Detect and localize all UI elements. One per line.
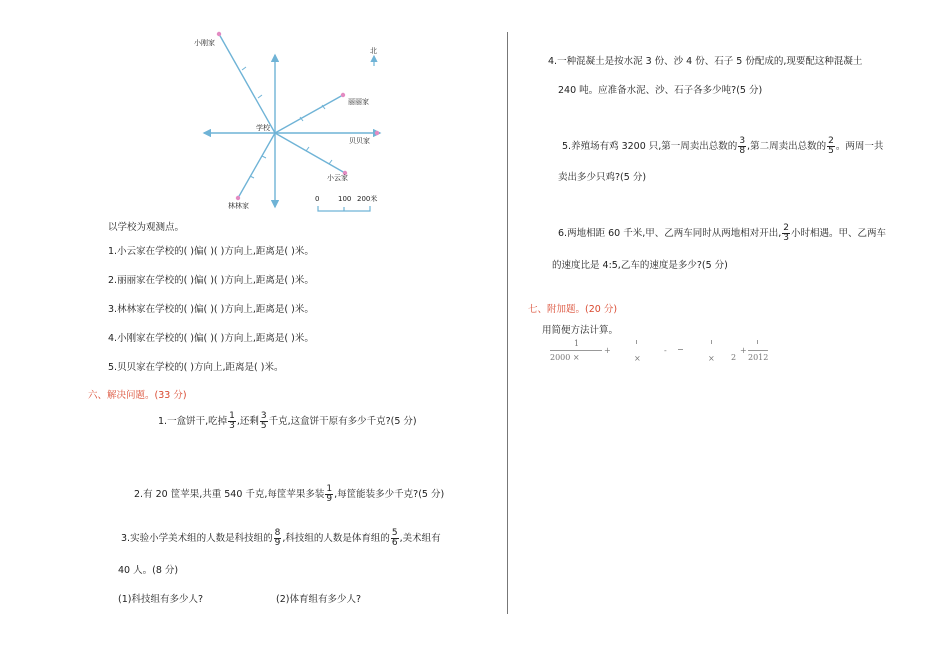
label-linlin: 林林家 [228, 202, 249, 210]
section-6-title: 六、解决问题。(33 分) [88, 390, 187, 401]
label-xiaoyun: 小云家 [327, 174, 348, 182]
problem-3-sub1: (1)科技组有多少人? [118, 594, 203, 605]
fraction: $\frac{5}{6}$ [391, 528, 398, 548]
ray-xiaogang [219, 34, 275, 133]
problem-6-line2: 的速度比是 4:5,乙车的速度是多少?(5 分) [552, 260, 728, 271]
section-7-instruction: 用简便方法计算。 [542, 325, 619, 336]
scale-label-100: 100 [338, 195, 352, 203]
north-arrow [370, 46, 377, 66]
linlin-point [236, 196, 240, 200]
direction-question-2: 2.丽丽家在学校的( )偏( )( )方向上,距离是( )米。 [108, 275, 314, 286]
label-lili: 丽丽家 [348, 98, 369, 106]
observation-note: 以学校为观测点。 [108, 222, 185, 233]
beibei-point [375, 131, 379, 135]
fraction: $\frac{3}{8}$ [739, 136, 746, 156]
direction-question-1: 1.小云家在学校的( )偏( )( )方向上,距离是( )米。 [108, 246, 314, 257]
axes [204, 55, 380, 207]
problem-6: 6.两地相距 60 千米,甲、乙两车同时从两地相对开出, $\frac{2}{3}$ 小时相遇。甲、乙两车 [558, 223, 886, 243]
scale-bar [318, 206, 370, 211]
scale-label-0: 0 [315, 195, 320, 203]
problem-4: 4.一种混凝土是按水泥 3 份、沙 4 份、石子 5 份配成的,现要配这种混凝土 [548, 56, 863, 67]
problem-3: 3.实验小学美术组的人数是科技组的 $\frac{8}{9}$ ,科技组的人数是体育组的 $\frac{5}{6}$ ,美术组有 [121, 528, 441, 548]
problem-3-sub2: (2)体育组有多少人? [276, 594, 361, 605]
problem-5-line2: 卖出多少只鸡?(5 分) [558, 172, 647, 183]
problem-5: 5.养殖场有鸡 3200 只,第一周卖出总数的 $\frac{3}{8}$ ,第二周卖出总数的 $\frac{2}{5}$ 。两周一共 [562, 136, 884, 156]
simplify-expression: 1 2000 × + × - × 2 + 2012 [550, 339, 769, 363]
direction-question-4: 4.小刚家在学校的( )偏( )( )方向上,距离是( )米。 [108, 333, 314, 344]
column-divider [507, 32, 508, 614]
north-label: 北 [370, 47, 377, 55]
xiaogang-point [217, 32, 221, 36]
scale-label-200: 200米 [357, 195, 378, 203]
label-beibei: 贝贝家 [349, 137, 370, 145]
ray-linlin [238, 133, 275, 198]
label-xiaogang: 小刚家 [194, 39, 215, 47]
fraction: $\frac{8}{9}$ [274, 528, 281, 548]
fraction: $\frac{2}{3}$ [783, 223, 789, 243]
fraction: $\frac{1}{9}$ [326, 484, 333, 504]
fraction: $\frac{2}{5}$ [828, 136, 834, 156]
lili-point [341, 93, 345, 97]
fraction: $\frac{1}{3}$ [229, 411, 235, 431]
fraction: $\frac{3}{5}$ [260, 411, 267, 431]
ray-lili [275, 95, 343, 133]
problem-1: 1.一盒饼干,吃掉 $\frac{1}{3}$ ,还剩 $\frac{3}{5}$ 千克,这盒饼干原有多少千克?(5 分) [158, 411, 417, 431]
ray-xiaoyun [275, 133, 345, 173]
problem-2: 2.有 20 筐苹果,共重 540 千克,每筐苹果多装 $\frac{1}{9}$ ,每筐能装多少千克?(5 分) [134, 484, 445, 504]
problem-4-line2: 240 吨。应准备水泥、沙、石子各多少吨?(5 分) [558, 85, 763, 96]
direction-question-5: 5.贝贝家在学校的( )方向上,距离是( )米。 [108, 362, 284, 373]
label-school: 学校 [256, 124, 270, 132]
section-7-title: 七、附加题。(20 分) [528, 304, 618, 315]
direction-question-3: 3.林林家在学校的( )偏( )( )方向上,距离是( )米。 [108, 304, 314, 315]
problem-3-line2: 40 人。(8 分) [118, 565, 179, 576]
